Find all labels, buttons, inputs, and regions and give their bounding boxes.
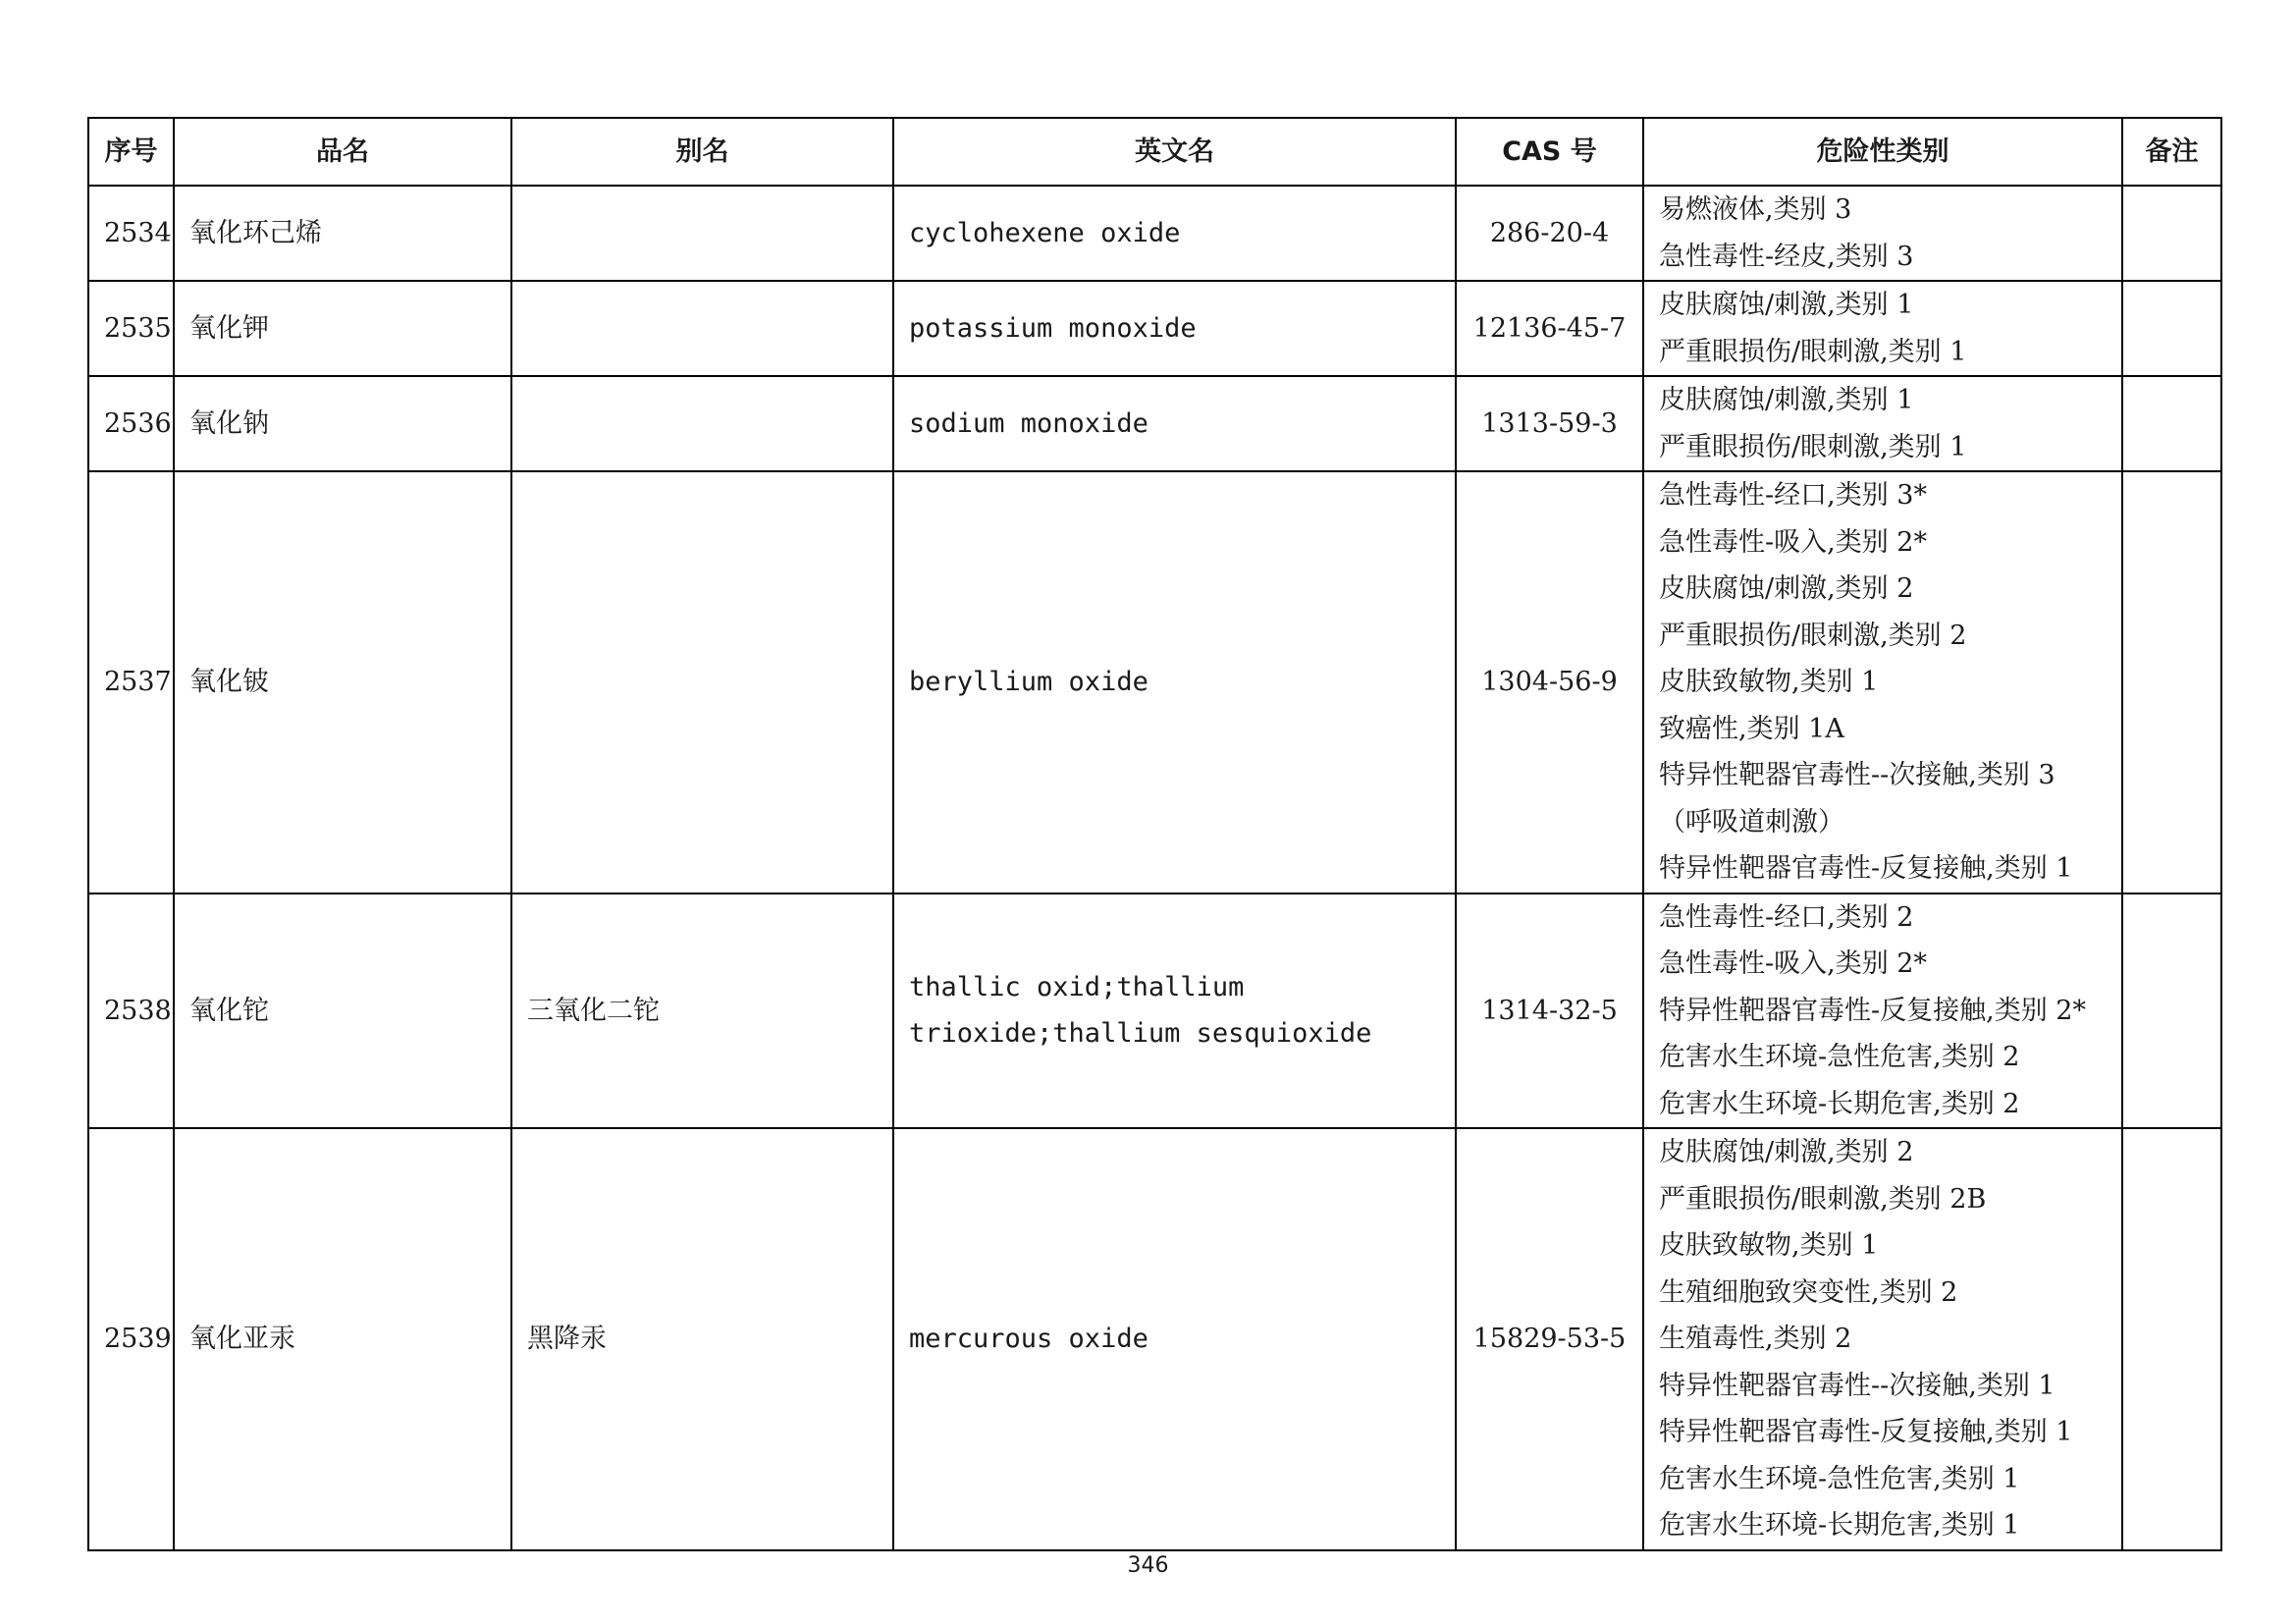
english-name-cell: cyclohexene oxide — [893, 186, 1456, 281]
english-name-cell: beryllium oxide — [893, 471, 1456, 893]
table-row — [88, 893, 2221, 1129]
hazard-line: 危害水生环境-急性危害,类别 1 — [1659, 1463, 2020, 1494]
serial-number-cell: 2536 — [88, 376, 174, 471]
hazard-line: 急性毒性-经口,类别 2 — [1659, 901, 1914, 933]
hazard-line: 特异性靶器官毒性-反复接触,类别 1 — [1659, 1417, 2073, 1447]
serial-number-cell: 2538 — [88, 893, 174, 1129]
english-name-cell: sodium monoxide — [893, 376, 1456, 471]
serial-number-cell: 2537 — [88, 471, 174, 893]
alias-cell: 黑降汞 — [511, 1128, 893, 1550]
cas-number-cell: 286-20-4 — [1456, 186, 1643, 281]
hazard-line: 严重眼损伤/眼刺激,类别 1 — [1659, 336, 1967, 367]
hazard-line: 急性毒性-经口,类别 3* — [1659, 480, 1927, 511]
product-name-cell: 氧化钠 — [174, 376, 511, 471]
hazard-line: 致癌性,类别 1A — [1659, 713, 1844, 744]
product-name-cell: 氧化钾 — [174, 281, 511, 376]
hazard-line: 皮肤致敏物,类别 1 — [1659, 667, 1879, 697]
alias-cell — [511, 376, 893, 471]
hazard-category-cell — [1643, 376, 2122, 471]
hazard-line: 皮肤腐蚀/刺激,类别 2 — [1659, 1137, 1914, 1167]
table-row — [88, 471, 2221, 893]
cas-number-cell: 1314-32-5 — [1456, 893, 1643, 1129]
english-name-cell: potassium monoxide — [893, 281, 1456, 376]
header-product-name: 品名 — [174, 118, 511, 186]
product-name-cell: 氧化环己烯 — [174, 186, 511, 281]
hazard-category-cell — [1643, 186, 2122, 281]
remark-cell — [2122, 186, 2221, 281]
remark-cell — [2122, 471, 2221, 893]
hazard-line: 特异性靶器官毒性-反复接触,类别 2* — [1659, 995, 2086, 1026]
header-remark: 备注 — [2122, 118, 2221, 186]
english-name-cell: mercurous oxide — [893, 1128, 1456, 1550]
hazard-line: 皮肤腐蚀/刺激,类别 1 — [1659, 385, 1914, 415]
header-hazard-category: 危险性类别 — [1643, 118, 2122, 186]
product-name-cell: 氧化铊 — [174, 893, 511, 1129]
header-alias: 别名 — [511, 118, 893, 186]
page-number: 346 — [1127, 1553, 1169, 1578]
header-cas-number: CAS 号 — [1456, 118, 1643, 186]
serial-number-cell: 2539 — [88, 1128, 174, 1550]
hazard-line: 危害水生环境-急性危害,类别 2 — [1659, 1042, 2020, 1072]
hazard-line: 急性毒性-经皮,类别 3 — [1659, 241, 1914, 272]
hazard-line: 皮肤腐蚀/刺激,类别 1 — [1659, 290, 1914, 320]
hazard-line: 急性毒性-吸入,类别 2* — [1659, 526, 1927, 558]
table-row — [88, 1128, 2221, 1550]
header-serial-number: 序号 — [88, 118, 174, 186]
hazard-category-cell — [1643, 471, 2122, 893]
hazard-line: 特异性靶器官毒性--次接触,类别 3 — [1659, 760, 2056, 790]
hazard-category-cell — [1643, 1128, 2122, 1550]
hazard-line: 危害水生环境-长期危害,类别 1 — [1659, 1510, 2020, 1541]
cas-number-cell: 15829-53-5 — [1456, 1128, 1643, 1550]
hazard-line: 皮肤腐蚀/刺激,类别 2 — [1659, 573, 1914, 604]
chemicals-table — [87, 117, 2222, 1551]
hazard-line: 严重眼损伤/眼刺激,类别 1 — [1659, 431, 1967, 462]
hazard-line: 特异性靶器官毒性--次接触,类别 1 — [1659, 1370, 2056, 1401]
header-english-name: 英文名 — [893, 118, 1456, 186]
cas-number-cell: 1313-59-3 — [1456, 376, 1643, 471]
hazard-line: 严重眼损伤/眼刺激,类别 2 — [1659, 620, 1967, 651]
hazard-line: 生殖毒性,类别 2 — [1659, 1324, 1852, 1354]
header-row — [88, 118, 2221, 186]
product-name-cell: 氧化铍 — [174, 471, 511, 893]
remark-cell — [2122, 893, 2221, 1129]
alias-cell — [511, 471, 893, 893]
hazard-line: 易燃液体,类别 3 — [1659, 194, 1852, 225]
cas-number-cell: 12136-45-7 — [1456, 281, 1643, 376]
alias-cell — [511, 186, 893, 281]
product-name-cell: 氧化亚汞 — [174, 1128, 511, 1550]
remark-cell — [2122, 1128, 2221, 1550]
table-row — [88, 281, 2221, 376]
hazard-line: 生殖细胞致突变性,类别 2 — [1659, 1276, 1958, 1308]
alias-cell — [511, 281, 893, 376]
alias-cell: 三氧化二铊 — [511, 893, 893, 1129]
hazard-line: 危害水生环境-长期危害,类别 2 — [1659, 1088, 2020, 1119]
serial-number-cell: 2534 — [88, 186, 174, 281]
hazard-line: 严重眼损伤/眼刺激,类别 2B — [1659, 1183, 1987, 1215]
hazard-line: 急性毒性-吸入,类别 2* — [1659, 948, 1927, 979]
remark-cell — [2122, 281, 2221, 376]
table-row — [88, 186, 2221, 281]
hazard-category-cell — [1643, 281, 2122, 376]
serial-number-cell: 2535 — [88, 281, 174, 376]
remark-cell — [2122, 376, 2221, 471]
hazard-line: 特异性靶器官毒性-反复接触,类别 1 — [1659, 853, 2073, 884]
table-body — [88, 186, 2221, 1550]
cas-number-cell: 1304-56-9 — [1456, 471, 1643, 893]
hazard-line: 皮肤致敏物,类别 1 — [1659, 1230, 1879, 1261]
hazard-category-cell — [1643, 893, 2122, 1129]
english-name-cell: thallic oxid;thallium trioxide;thallium sesquioxide — [893, 893, 1456, 1129]
table-row — [88, 376, 2221, 471]
hazard-line: （呼吸道刺激） — [1659, 806, 1844, 838]
